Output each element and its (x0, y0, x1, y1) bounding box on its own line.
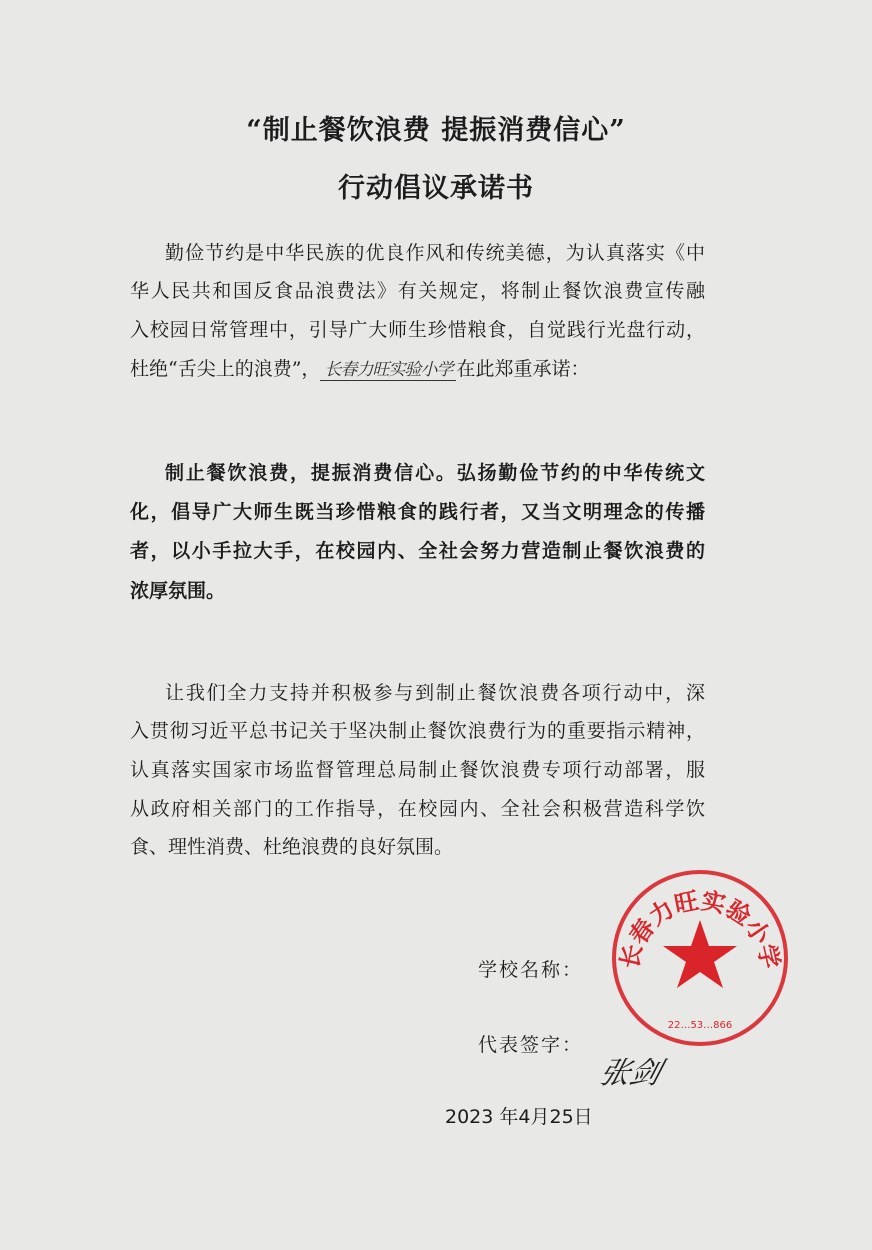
title-line-2: 行动倡议承诺书 (338, 173, 534, 204)
paragraph3-line: 食、理性消费、杜绝浪费的良好氛围。 (130, 836, 454, 858)
paragraph3-line: 入贯彻习近平总书记关于坚决制止餐饮浪费行为的重要指示精神， (130, 720, 705, 742)
handwritten-signature: 张剑 (595, 1056, 665, 1091)
text: 杜绝“舌尖上的浪费”， (130, 358, 321, 380)
paragraph1-last-line (130, 354, 705, 384)
paragraph3-line: 认真落实国家市场监督管理总局制止餐饮浪费专项行动部署，服 (130, 759, 705, 781)
star-icon (663, 920, 737, 988)
title-line-1: “制止餐饮浪费 提振消费信心” (246, 115, 626, 146)
paragraph1-line: 入校园日常管理中，引导广大师生珍惜粮食，自觉践行光盘行动， (130, 319, 705, 341)
paragraph3-line: 从政府相关部门的工作指导，在校园内、全社会积极营造科学饮 (130, 798, 705, 820)
stamp-number: 22…53…866 (667, 1020, 733, 1031)
paragraph1-line: 勤俭节约是中华民族的优良作风和传统美德，为认真落实《中 (165, 242, 705, 264)
date: 2023 年4月25日 (445, 1106, 593, 1128)
official-stamp (610, 868, 790, 1048)
paragraph2-line: 浓厚氛围。 (130, 580, 226, 602)
stamp-text: 长春力旺实验小学 (615, 886, 785, 972)
paragraph2-line: 制止餐饮浪费，提振消费信心。弘扬勤俭节约的中华传统文 (165, 462, 705, 484)
school-name-label: 学校名称： (478, 959, 584, 981)
signature-label: 代表签字： (478, 1034, 584, 1056)
text: 在此郑重承诺： (456, 358, 590, 380)
paragraph3-line: 让我们全力支持并积极参与到制止餐饮浪费各项行动中，深 (165, 682, 705, 704)
handwritten-school-name: 长春力旺实验小学 (320, 360, 456, 381)
paragraph2-line: 化，倡导广大师生既当珍惜粮食的践行者，又当文明理念的传播 (130, 501, 705, 523)
paragraph2-line: 者，以小手拉大手，在校园内、全社会努力营造制止餐饮浪费的 (130, 540, 705, 562)
paragraph1-line: 华人民共和国反食品浪费法》有关规定，将制止餐饮浪费宣传融 (130, 280, 705, 302)
